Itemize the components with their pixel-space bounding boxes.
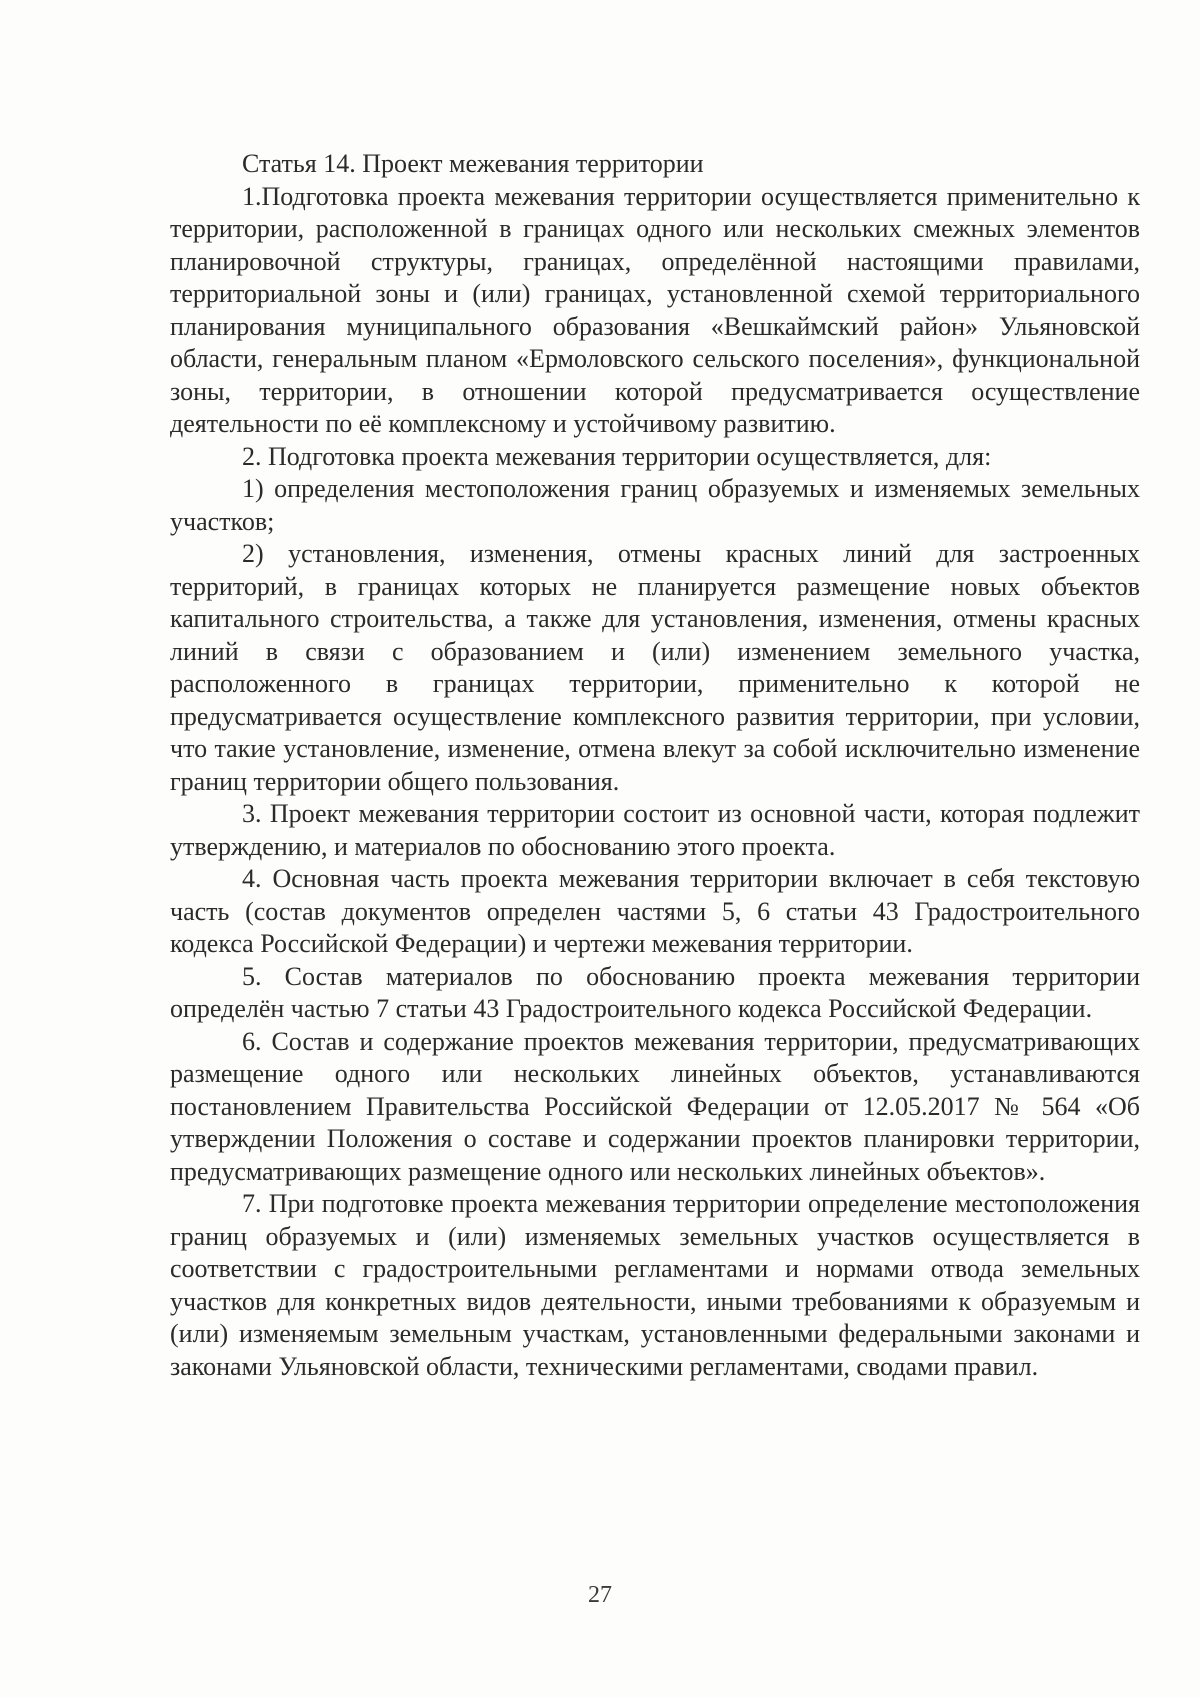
paragraph-2-item-2: 2) установления, изменения, отмены красных линий для застроенных территорий, в границах которых не планируется размещение новых объектов капитального строительства, а также для установления, изменения, отмены красных линий в связи с образованием и (или) изменением земельного участка, расположенного в границах территории, применительно к которой не предусматривается осуществление комплексного развития территории, при условии, что такие установление, изменение, отмена влекут за собой исключительно изменение границ территории общего пользования. <box>170 539 1140 796</box>
page-content <box>170 148 1140 1383</box>
paragraph-5: 5. Состав материалов по обоснованию проекта межевания территории определён частью 7 статьи 43 Градостроительного кодекса Российской Федерации. <box>170 961 1140 1023</box>
paragraph-4: 4. Основная часть проекта межевания территории включает в себя текстовую часть (состав документов определен частями 5, 6 статьи 43 Градостроительного кодекса Российской Федерации) и чертежи межевания территории. <box>170 864 1140 958</box>
paragraph-2: 2. Подготовка проекта межевания территории осуществляется, для: <box>242 441 992 471</box>
article-title: Статья 14. Проект межевания территории <box>242 149 704 178</box>
page-number: 27 <box>588 1582 612 1608</box>
paragraph-1: 1.Подготовка проекта межевания территории осуществляется применительно к территории, расположенной в границах одного или нескольких смежных элементов планировочной структуры, границах, определённой настоящими правилами, территориальной зоны и (или) границах, установленной схемой территориального планирования муниципального образования «Вешкаймский район» Ульяновской области, генеральным планом «Ермоловского сельского поселения», функциональной зоны, территории, в отношении которой предусматривается осуществление деятельности по её комплексному и устойчивому развитию. <box>170 181 1140 438</box>
paragraph-6: 6. Состав и содержание проектов межевания территории, предусматривающих размещение одного или нескольких линейных объектов, устанавливаются постановлением Правительства Российской Федерации от 12.05.2017 № 564 «Об утверждении Положения о составе и содержании проектов планировки территории, предусматривающих размещение одного или нескольких линейных объектов». <box>170 1026 1140 1186</box>
paragraph-7: 7. При подготовке проекта межевания территории определение местоположения границ образуемых и (или) изменяемых земельных участков осуществляется в соответствии с градостроительными регламентами и нормами отвода земельных участков для конкретных видов деятельности, иными требованиями к образуемым и (или) изменяемым земельным участкам, установленными федеральными законами и законами Ульяновской области, техническими регламентами, сводами правил. <box>170 1189 1140 1381</box>
paragraph-3: 3. Проект межевания территории состоит из основной части, которая подлежит утверждению, и материалов по обоснованию этого проекта. <box>170 799 1140 861</box>
paragraph-2-item-1: 1) определения местоположения границ образуемых и изменяемых земельных участков; <box>170 474 1140 536</box>
